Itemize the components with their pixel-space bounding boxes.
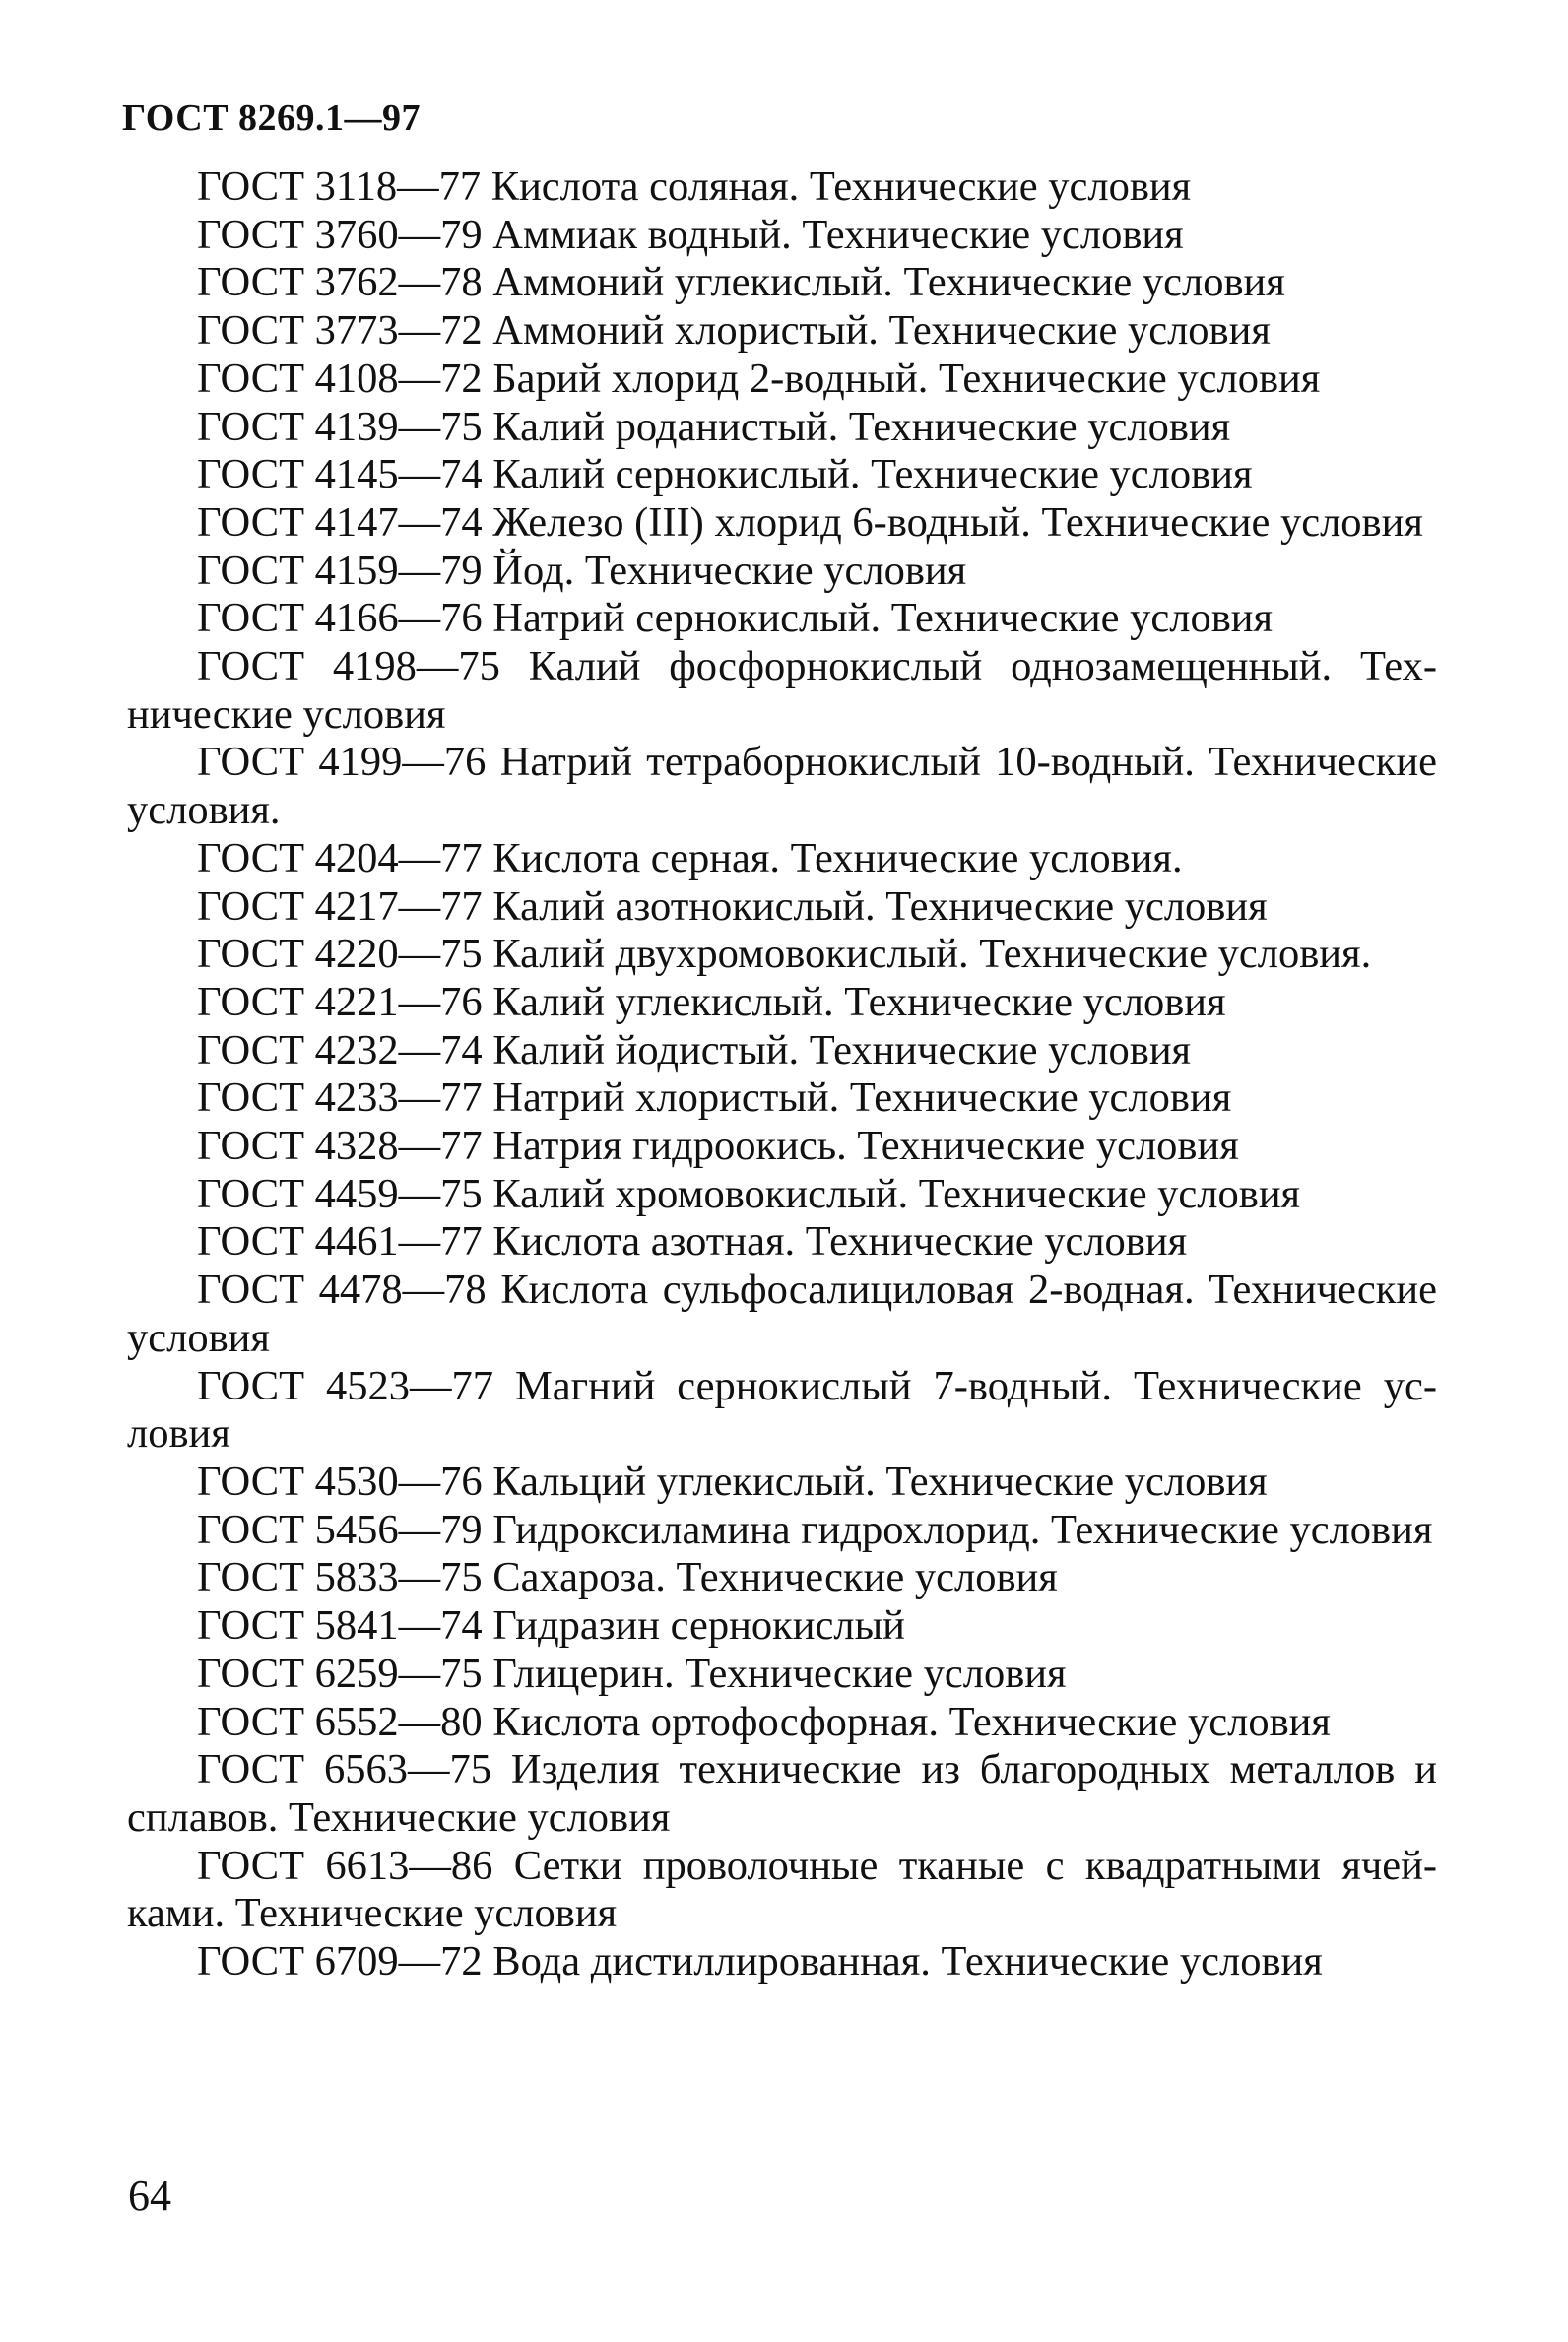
reference-title: Глицерин. Технические условия [492,1650,1067,1697]
reference-code: ГОСТ 4204—77 [197,834,483,881]
reference-code: ГОСТ 6613—86 [197,1842,493,1889]
reference-item [127,643,1437,739]
reference-item [127,163,1437,212]
reference-item [127,739,1437,834]
reference-title: Сетки проволочные тканые с квадратными ячейками. Технические условия [127,1842,1438,1937]
reference-title: Калий сернокислый. Технические условия [492,451,1253,498]
reference-code: ГОСТ 4478—78 [197,1267,487,1314]
reference-item [127,1074,1437,1123]
reference-title: Аммиак водный. Технические условия [492,211,1184,258]
reference-code: ГОСТ 4461—77 [197,1218,483,1266]
reference-item [127,979,1437,1027]
reference-title: Натрий хлористый. Технические условия [492,1074,1232,1122]
reference-title: Железо (III) хлорид 6-водный. Технические условия [492,498,1423,546]
reference-item [127,212,1437,260]
reference-item [127,1267,1437,1362]
reference-list [127,163,1437,1986]
reference-item [127,1938,1437,1986]
reference-code: ГОСТ 3760—79 [197,211,483,258]
reference-title: Калий углекислый. Технические условия [492,978,1226,1025]
reference-code: ГОСТ 4328—77 [197,1123,483,1170]
reference-title: Гидроксиламина гидрохлорид. Технические условия [492,1506,1433,1553]
reference-code: ГОСТ 3773—72 [197,307,483,355]
reference-code: ГОСТ 4221—76 [197,978,483,1025]
reference-code: ГОСТ 4159—79 [197,547,483,594]
reference-title: Кислота ортофосфорная. Технические условия [492,1698,1331,1745]
reference-item [127,1459,1437,1507]
reference-code: ГОСТ 6563—75 [197,1746,491,1793]
reference-code: ГОСТ 4145—74 [197,451,483,498]
reference-item [127,1699,1437,1747]
reference-code: ГОСТ 4166—76 [197,595,483,642]
reference-item [127,259,1437,307]
reference-item [127,883,1437,932]
reference-code: ГОСТ 4232—74 [197,1026,483,1073]
reference-code: ГОСТ 4147—74 [197,498,483,546]
reference-item [127,931,1437,979]
reference-item [127,1027,1437,1075]
reference-title: Магний сернокислый 7-водный. Технические условия [127,1362,1438,1458]
reference-title: Натрий тетраборнокислый 10-водный. Технические условия. [127,739,1438,834]
reference-title: Калий двухромовокислый. Технические условия. [492,931,1372,978]
reference-title: Аммоний углекислый. Технические условия [492,259,1285,306]
reference-code: ГОСТ 6552—80 [197,1698,483,1745]
reference-code: ГОСТ 3118—77 [197,163,482,210]
reference-item [127,548,1437,596]
reference-title: Аммоний хлористый. Технические условия [492,307,1271,355]
reference-item [127,835,1437,883]
reference-code: ГОСТ 4523—77 [197,1362,494,1409]
reference-title: Калий хромовокислый. Технические условия [492,1170,1301,1217]
reference-item [127,307,1437,356]
reference-title: Кальций углекислый. Технические условия [492,1458,1268,1505]
reference-code: ГОСТ 4220—75 [197,931,483,978]
reference-item [127,1746,1437,1842]
reference-item [127,1554,1437,1602]
page-number: 64 [128,2172,171,2220]
reference-item [127,1123,1437,1171]
reference-item [127,1602,1437,1651]
reference-title: Гидразин сернокислый [492,1602,905,1650]
reference-code: ГОСТ 3762—78 [197,259,483,306]
reference-title: Калий азотнокислый. Технические условия [492,882,1268,930]
reference-title: Кислота серная. Технические условия. [492,834,1183,881]
reference-item [127,1651,1437,1699]
reference-title: Кислота азотная. Технические условия [492,1218,1188,1266]
reference-title: Барий хлорид 2-водный. Технические условия [492,355,1321,402]
reference-item [127,1843,1437,1938]
reference-item [127,595,1437,643]
reference-item [127,1507,1437,1555]
reference-item [127,356,1437,404]
reference-title: Калий фосфорнокислый однозамещенный. Технические условия [127,643,1438,738]
reference-code: ГОСТ 4530—76 [197,1458,483,1505]
reference-code: ГОСТ 6709—72 [197,1938,483,1985]
reference-item [127,404,1437,452]
reference-code: ГОСТ 4459—75 [197,1170,483,1217]
reference-title: Кислота сульфосалициловая 2-водная. Технические условия [127,1267,1438,1361]
reference-code: ГОСТ 5841—74 [197,1602,483,1650]
reference-code: ГОСТ 4108—72 [197,355,483,402]
reference-title: Сахароза. Технические условия [492,1554,1058,1601]
reference-title: Изделия технические из благородных металлов и сплавов. Технические условия [127,1746,1437,1841]
reference-code: ГОСТ 4198—75 [197,643,500,690]
reference-title: Натрий сернокислый. Технические условия [492,595,1274,642]
reference-title: Йод. Технические условия [492,547,967,594]
reference-title: Натрия гидроокись. Технические условия [492,1123,1239,1170]
reference-code: ГОСТ 4139—75 [197,403,483,450]
reference-code: ГОСТ 4217—77 [197,882,483,930]
document-header: ГОСТ 8269.1—97 [122,98,422,139]
reference-item [127,1171,1437,1219]
reference-title: Вода дистиллированная. Технические условия [492,1938,1323,1985]
reference-code: ГОСТ 5833—75 [197,1554,483,1601]
reference-title: Калий роданистый. Технические условия [492,403,1231,450]
reference-code: ГОСТ 6259—75 [197,1650,483,1697]
reference-title: Кислота соляная. Технические условия [490,163,1192,210]
reference-code: ГОСТ 4233—77 [197,1074,483,1122]
reference-code: ГОСТ 5456—79 [197,1506,483,1553]
reference-item [127,451,1437,499]
reference-item [127,1218,1437,1267]
reference-item [127,499,1437,548]
reference-item [127,1363,1437,1459]
reference-title: Калий йодистый. Технические условия [492,1026,1192,1073]
reference-code: ГОСТ 4199—76 [197,739,487,786]
